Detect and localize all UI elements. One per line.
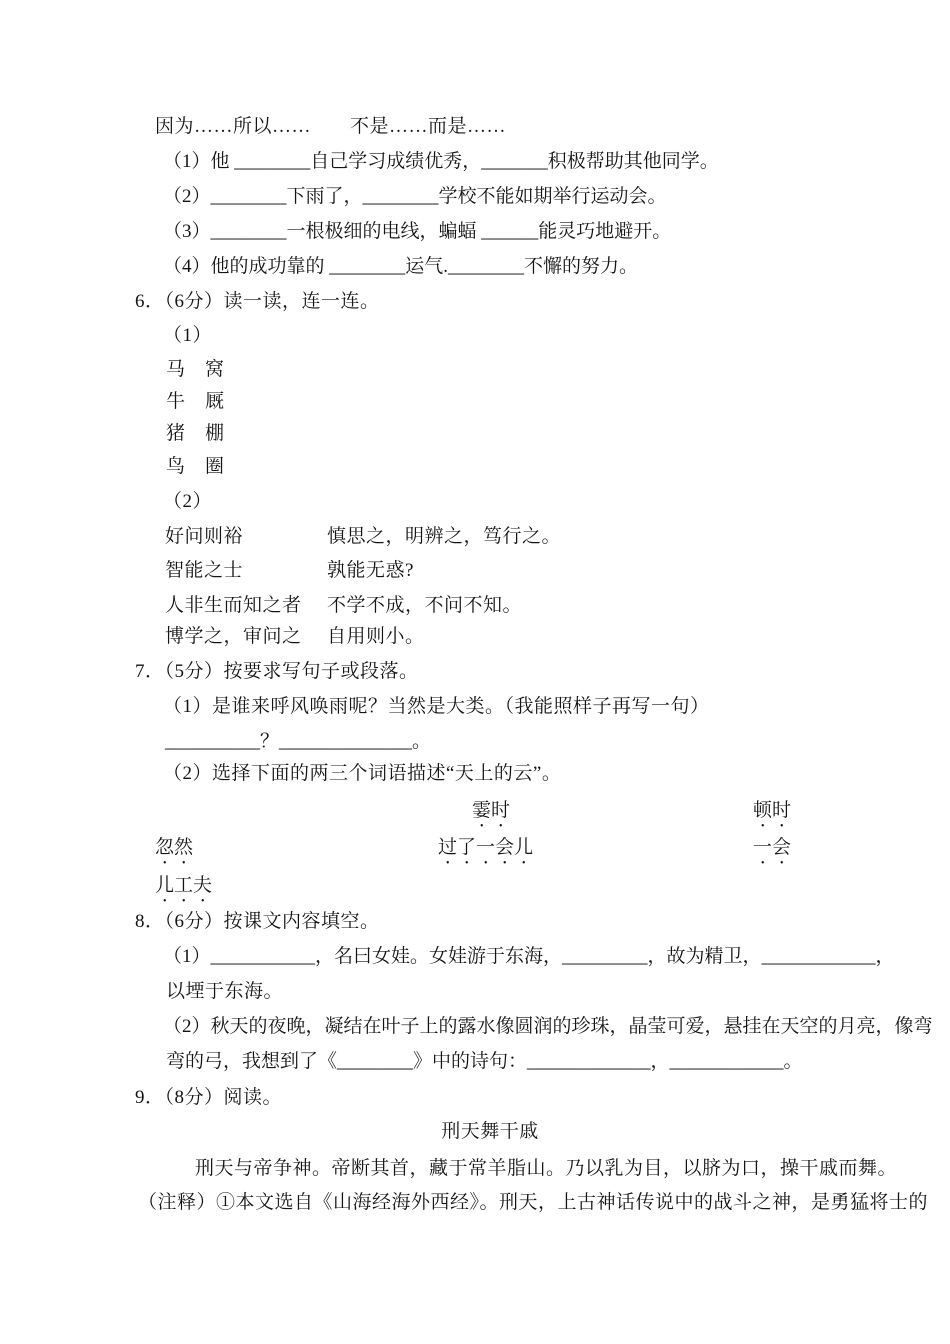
q8-item-2-line-2: 弯的弓，我想到了《________》中的诗句：_____________，____________。 (166, 1051, 803, 1072)
q6-part1-label: （1） (163, 325, 213, 346)
q6-match2-right: 慎思之，明辨之，笃行之。 (327, 526, 562, 547)
q8-item-1-line-1: （1）___________，名曰女娃。女娃游于东海，_________，故为精卫，____________， (163, 946, 895, 967)
q8-item-1-line-2: 以堙于东海。 (166, 981, 284, 1002)
q6-match1-row: 牛 厩 (166, 391, 225, 412)
q9-header: 9．（8分）阅读。 (135, 1087, 283, 1108)
q8-item-2-line-1: （2）秋天的夜晚，凝结在叶子上的露水像圆润的珍珠，晶莹可爱，悬挂在天空的月亮，像弯 (163, 1016, 933, 1037)
q9-passage-body: 刑天与帝争神。帝断其首，藏于常羊脂山。乃以乳为目，以脐为口，操干戚而舞。 (195, 1158, 898, 1179)
q6-match2-row (165, 595, 522, 617)
q6-match1-row: 马 窝 (166, 359, 225, 380)
q6-match2-right: 孰能无惑? (327, 560, 414, 581)
q7-item-1-blanks: __________？______________。 (165, 731, 432, 752)
q6-match2-left: 博学之，审问之 (165, 626, 302, 647)
q5-conjunction-options: 因为……所以…… 不是……而是…… (155, 116, 507, 137)
q6-match2-row (165, 560, 414, 582)
q5-item-4: （4）他的成功靠的 ________运气.________不懈的努力。 (163, 256, 639, 277)
q7-word-yihui: 一会 (753, 837, 792, 858)
q6-match2-right: 不学不成，不问不知。 (327, 595, 523, 616)
q7-item-2: （2）选择下面的两三个词语描述“天上的云”。 (163, 763, 562, 784)
q6-match2-left: 人非生而知之者 (165, 595, 302, 616)
q6-part2-label: （2） (163, 491, 213, 512)
q6-match2-right: 自用则小。 (327, 626, 425, 647)
q6-header: 6．（6分）读一读，连一连。 (135, 291, 380, 312)
q6-match1-row: 猪 棚 (166, 423, 225, 444)
q5-item-2: （2）________下雨了，________学校不能如期举行运动会。 (163, 186, 667, 207)
q7-word-ergongfu: 儿工夫 (155, 875, 213, 896)
q6-match2-left: 智能之士 (165, 560, 244, 581)
q6-match2-row (165, 526, 561, 548)
q7-word-dunshi: 顿时 (753, 800, 792, 821)
q5-item-3: （3）________一根极细的电线，蝙蝠 ______能灵巧地避开。 (163, 221, 672, 242)
q7-item-1: （1）是谁来呼风唤雨呢？当然是大类。（我能照样子再写一句） (163, 696, 710, 717)
q9-passage-note: （注释）①本文选自《山海经海外西经》。刑天，上古神话传说中的战斗之神，是勇猛将士的 (138, 1192, 929, 1213)
q6-match2-left: 好问则裕 (165, 526, 244, 547)
q7-word-guoleyihuir: 过了一会儿 (438, 837, 534, 858)
q7-word-shashi: 霎时 (472, 800, 511, 821)
q6-match2-row (165, 626, 425, 648)
q8-header: 8．（6分）按课文内容填空。 (135, 911, 380, 932)
q7-header: 7．（5分）按要求写句子或段落。 (135, 661, 419, 682)
q9-passage-title: 刑天舞干戚 (441, 1121, 539, 1142)
q5-item-1: （1）他 ________自己学习成绩优秀，_______积极帮助其他同学。 (163, 151, 719, 172)
q6-match1-row: 鸟 圈 (166, 456, 225, 477)
q7-word-huran: 忽然 (155, 837, 194, 858)
